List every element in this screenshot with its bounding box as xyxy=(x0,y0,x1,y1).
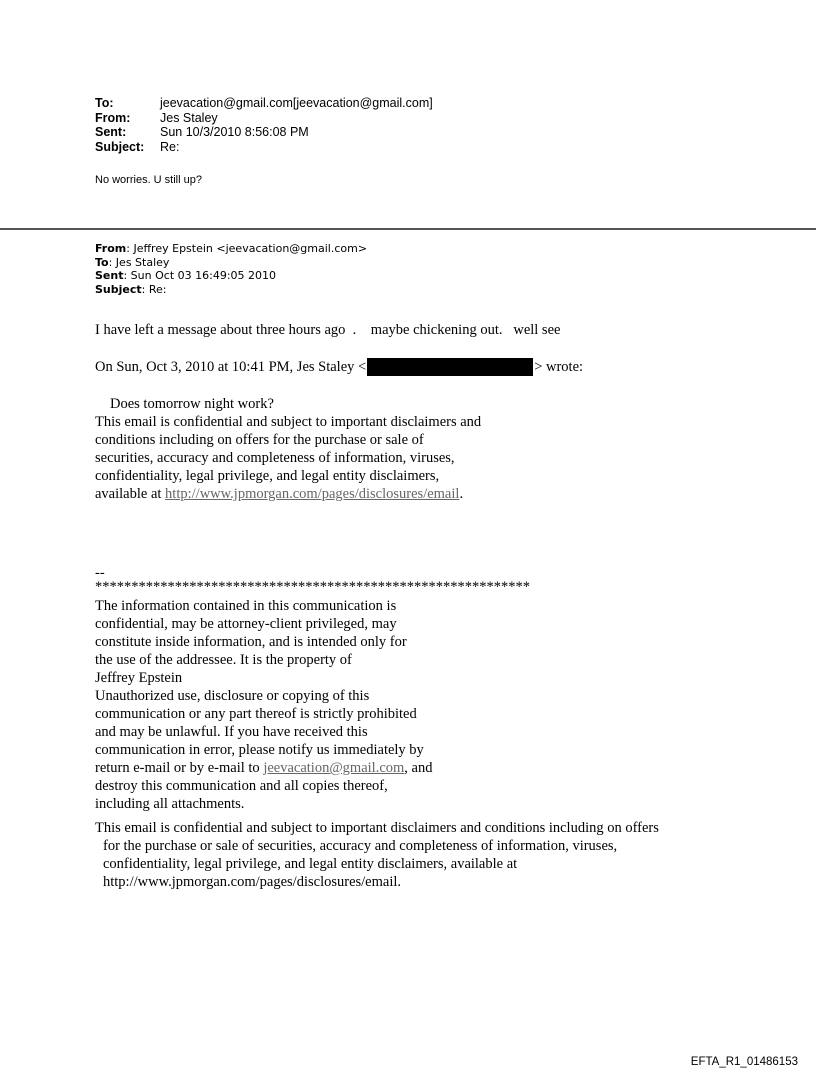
from-value: Jes Staley xyxy=(160,110,218,125)
notice-line-9: communication in error, please notify us immediately by xyxy=(95,742,424,758)
email-message-2: I have left a message about three hours ago . maybe chickening out. well see xyxy=(95,322,561,338)
notice-line-5: Jeffrey Epstein xyxy=(95,670,183,686)
quote-line-5: confidentiality, legal privilege, and legal entity disclaimers, xyxy=(95,468,440,484)
notice-line-11: destroy this communication and all copies thereof, xyxy=(95,778,388,794)
email-header-1 xyxy=(95,96,433,154)
subject-label: Subject: xyxy=(95,139,145,154)
notice-line-10 xyxy=(95,759,432,777)
signature-separator: -- xyxy=(95,565,105,581)
disclaimer-line-4: http://www.jpmorgan.com/pages/disclosures/email. xyxy=(103,874,402,890)
disclaimer-line-3: confidentiality, legal privilege, and legal entity disclaimers, available at xyxy=(103,856,518,872)
star-divider: ************************************************************ xyxy=(95,579,530,595)
to-label-2: To xyxy=(95,255,109,269)
notice-line-1: The information contained in this communication is xyxy=(95,598,397,614)
from-row xyxy=(95,111,433,126)
email-header-2 xyxy=(95,242,367,296)
notice-line-8: and may be unlawful. If you have received this xyxy=(95,724,368,740)
quote-line-3: conditions including on offers for the purchase or sale of xyxy=(95,432,424,448)
sent-label: Sent: xyxy=(95,125,127,139)
email-link[interactable]: jeevacation@gmail.com xyxy=(263,760,405,776)
quote-line-6-suffix: . xyxy=(459,486,464,502)
subject-value: Re: xyxy=(160,139,180,154)
subject-value-2: : Re: xyxy=(141,282,167,296)
quote-line-4: securities, accuracy and completeness of information, viruses, xyxy=(95,450,455,466)
notice-line-10-suffix: , and xyxy=(404,760,433,776)
notice-line-6: Unauthorized use, disclosure or copying of this xyxy=(95,688,370,704)
to-value: jeevacation@gmail.com[jeevacation@gmail.com] xyxy=(160,96,433,110)
to-label: To: xyxy=(95,96,114,110)
sent-row xyxy=(95,125,433,140)
quote-line-6 xyxy=(95,485,481,503)
quote-line-6-prefix: available at xyxy=(95,486,166,502)
sent-value: Sun 10/3/2010 8:56:08 PM xyxy=(160,125,309,139)
quote-line-1: Does tomorrow night work? xyxy=(110,396,274,412)
notice-line-3: constitute inside information, and is intended only for xyxy=(95,634,407,650)
sent-value-2: : Sun Oct 03 16:49:05 2010 xyxy=(123,269,277,282)
jpmorgan-disclaimer xyxy=(95,819,659,891)
notice-line-2: confidential, may be attorney-client privileged, may xyxy=(95,616,397,632)
to-value-2: : Jes Staley xyxy=(108,255,170,269)
subject-row xyxy=(95,140,433,155)
disclaimer-line-2: for the purchase or sale of securities, accuracy and completeness of information, viruses, xyxy=(103,838,618,854)
quoted-intro xyxy=(95,358,583,376)
subject-row-2 xyxy=(95,283,367,297)
from-value-2: : Jeffrey Epstein <jeevacation@gmail.com> xyxy=(126,242,368,255)
document-id: EFTA_R1_01486153 xyxy=(690,1056,798,1068)
from-label: From: xyxy=(95,110,131,125)
to-row xyxy=(95,96,433,111)
redaction-block xyxy=(367,358,533,376)
from-row-2 xyxy=(95,242,367,256)
quoted-intro-prefix: On Sun, Oct 3, 2010 at 10:41 PM, Jes Staley < xyxy=(95,359,367,375)
quote-line-2: This email is confidential and subject to important disclaimers and xyxy=(95,414,482,430)
email-body-1: No worries. U still up? xyxy=(95,174,202,186)
to-row-2 xyxy=(95,256,367,270)
notice-line-12: including all attachments. xyxy=(95,796,245,812)
from-label-2: From xyxy=(95,242,127,255)
disclaimer-line-1: This email is confidential and subject to important disclaimers and conditions including on offers xyxy=(95,820,659,836)
jpmorgan-disclosures-link[interactable]: http://www.jpmorgan.com/pages/disclosures/email xyxy=(165,486,460,502)
quoted-message xyxy=(95,395,481,503)
notice-line-7: communication or any part thereof is strictly prohibited xyxy=(95,706,417,722)
notice-line-4: the use of the addressee. It is the property of xyxy=(95,652,352,668)
sent-label-2: Sent xyxy=(95,269,124,282)
notice-line-10-prefix: return e-mail or by e-mail to xyxy=(95,760,264,776)
confidentiality-notice xyxy=(95,597,432,813)
divider-rule xyxy=(0,228,816,230)
quoted-intro-suffix: > wrote: xyxy=(534,359,584,375)
sent-row-2 xyxy=(95,269,367,283)
subject-label-2: Subject xyxy=(95,282,142,296)
